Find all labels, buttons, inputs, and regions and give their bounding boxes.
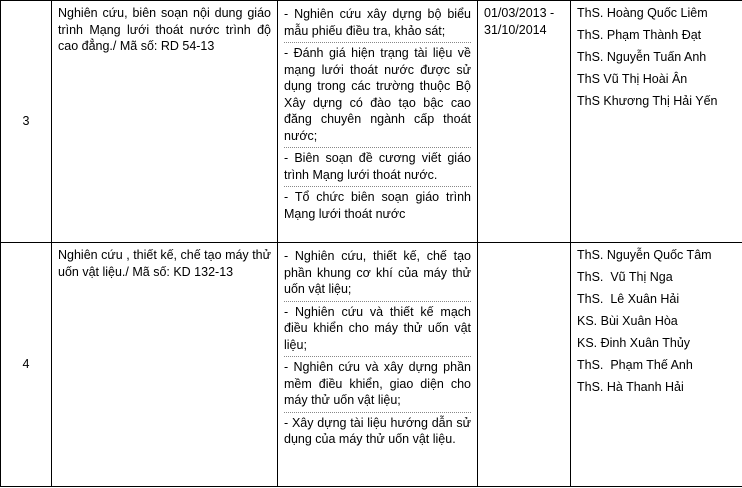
- staff-member: KS. Bùi Xuân Hòa: [577, 314, 678, 328]
- row-number: 3: [1, 1, 52, 243]
- staff-member: ThS. Phạm Thế Anh: [577, 358, 693, 372]
- staff-member: ThS. Phạm Thành Đạt: [577, 28, 702, 42]
- project-name: Nghiên cứu , thiết kế, chế tạo máy thử uốn vật liệu./ Mã số: KD 132-13: [52, 243, 278, 487]
- staff-member: ThS Khương Thị Hải Yến: [577, 94, 718, 108]
- task-item: - Nghiên cứu xây dựng bộ biểu mẫu phiếu điều tra, khảo sát;: [284, 4, 471, 43]
- staff-member: ThS. Hoàng Quốc Liêm: [577, 6, 708, 20]
- task-list: [278, 1, 478, 243]
- staff-member: ThS. Hà Thanh Hải: [577, 380, 684, 394]
- time-period: 01/03/2013 - 31/10/2014: [478, 1, 571, 243]
- staff-member: ThS. Nguyễn Tuấn Anh: [577, 50, 707, 64]
- task-item: - Nghiên cứu, thiết kế, chế tạo phần khung cơ khí của máy thử uốn vật liệu;: [284, 246, 471, 302]
- staff-member: ThS Vũ Thị Hoài Ân: [577, 72, 688, 86]
- time-period: [478, 243, 571, 487]
- staff-member: ThS. Lê Xuân Hải: [577, 292, 680, 306]
- table-row: [1, 243, 742, 487]
- task-item: - Tổ chức biên soạn giáo trình Mạng lưới thoát nước: [284, 190, 471, 221]
- task-item: - Xây dựng tài liệu hướng dẫn sử dụng của máy thử uốn vật liệu.: [284, 415, 471, 446]
- task-list: [278, 243, 478, 487]
- task-item: - Nghiên cứu và xây dựng phần mềm điều khiển, giao diện cho máy thử uốn vật liệu;: [284, 357, 471, 413]
- staff-list: [571, 243, 742, 487]
- task-item: - Nghiên cứu và thiết kế mạch điều khiển cho máy thử uốn vật liệu;: [284, 302, 471, 358]
- staff-list: [571, 1, 742, 243]
- staff-member: ThS. Vũ Thị Nga: [577, 270, 673, 284]
- staff-member: ThS. Nguyễn Quốc Tâm: [577, 248, 712, 262]
- project-name: Nghiên cứu, biên soạn nội dung giáo trình Mạng lưới thoát nước trình độ cao đẳng./ Mã số: RD 54-13: [52, 1, 278, 243]
- table-row: [1, 1, 742, 243]
- staff-member: KS. Đinh Xuân Thủy: [577, 336, 691, 350]
- task-item: - Biên soạn đề cương viết giáo trình Mạng lưới thoát nước.: [284, 148, 471, 187]
- row-number: 4: [1, 243, 52, 487]
- task-item: - Đánh giá hiện trạng tài liệu về mạng lưới thoát nước được sử dụng trong các trường thuộc Bộ Xây dựng có đào tạo bậc cao đăng chuyên ngành cấp thoát nước;: [284, 43, 471, 148]
